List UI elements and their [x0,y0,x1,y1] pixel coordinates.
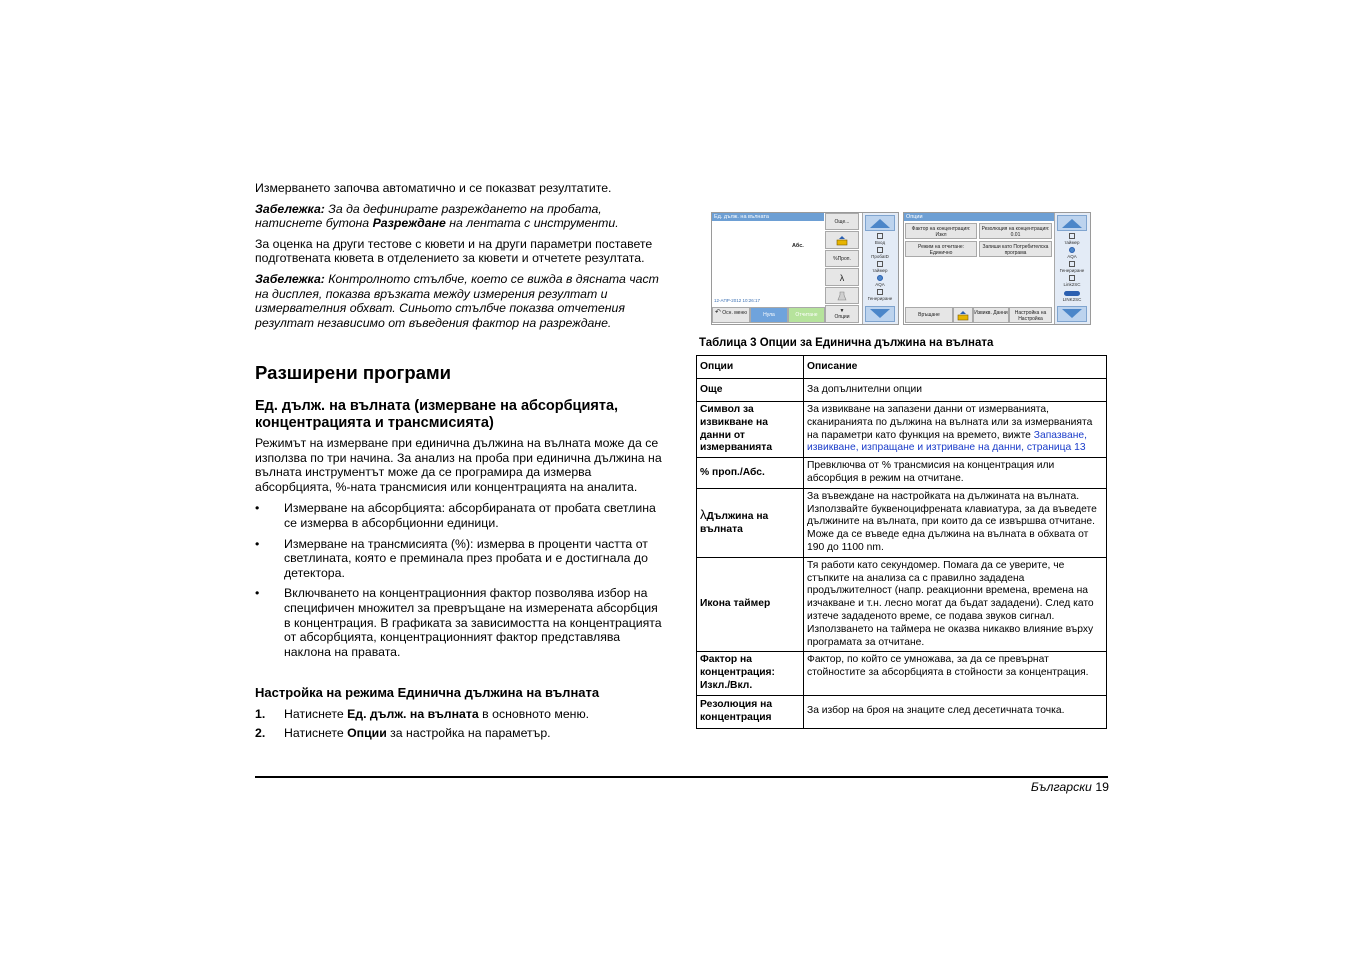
side-item-label: AQA [875,282,885,287]
side-item-generate[interactable] [1057,261,1087,273]
step-item [255,726,665,741]
side-item-timer[interactable] [865,261,895,273]
list-item-text: Включването на концентрационния фактор позволява избор на специфичен множител за превръщане на измерената абсорбция в концентрация. В графиката за зависимостта на концентрацията от абсорбцията, концентрационният фактор представлява наклона на правата. [284,586,662,659]
timestamp: 12-АПР-2012 10:26:17 [714,298,760,303]
key-text: Дължина на вълната [700,510,769,535]
timer-icon [1069,233,1075,239]
side-item-label: LINK2SC [1062,297,1082,302]
up-arrow-icon [866,216,894,230]
screen-title-bar: Опции [904,213,1054,221]
back-arrow-icon: ↶ [715,309,721,316]
table-value-cell: Фактор, по който се умножава, за да се превърнат стойностите за абсорбцията в стойности за концентрация. [804,652,1107,695]
note-text: За да дефинирате разреждането на пробата, натиснете бутона [255,201,602,231]
down-arrow-icon [1058,307,1086,321]
table-key-cell: Символ за извикване на данни от измерванията [697,402,804,458]
footer-language: Български [1030,780,1092,794]
step-item [255,707,665,722]
table-row [697,695,1107,728]
link2sc-logo-icon [1064,291,1080,296]
step-text: Натиснете [284,707,348,721]
table-row [697,652,1107,695]
send-data-button[interactable] [953,307,973,323]
graph-icon [877,289,883,295]
side-item-label: таймер [1064,240,1080,245]
side-item-label: Генериране [867,296,893,301]
reading-mode-button[interactable]: Режим на отчитане: Единично [905,241,977,257]
link2sc-icon [1069,275,1075,281]
sample-id-icon [877,247,883,253]
device-screen-measurement [711,212,899,325]
aqa-icon [1069,247,1075,253]
table-value-cell: За допълнителни опции [804,379,1107,402]
side-item-generate[interactable] [865,289,895,301]
paragraph-other-tests: За оценка на други тестове с кювети и на други параметри поставете подготвената кювета в отделението за кювети и отчетете резултата. [255,236,653,266]
device-screen-options [903,212,1091,325]
options-arrow-icon: ▼ [839,308,845,314]
side-item-input[interactable] [865,233,895,245]
cross-reference-link[interactable]: Запазване, извикване, изпращане и изтриване на данни, страница 13 [807,429,1087,454]
table-value-cell: Превключва от % трансмисия на концентрация или абсорбция в режим на отчитане. [804,458,1107,489]
note-text-end: на лентата с инструменти. [445,216,619,231]
down-arrow-icon [866,307,894,321]
note-control-bar [255,272,665,330]
read-button[interactable]: Отчитане [788,307,825,323]
table-key-cell: Фактор на концентрация: Изкл./Вкл. [697,652,804,695]
table-row [697,458,1107,489]
table-row [697,557,1107,652]
mode-list [255,501,665,659]
lambda-symbol: λ [700,506,707,522]
table-key-cell [697,488,804,557]
setup-heading: Настройка на режима Единична дължина на вълната [255,685,600,700]
table-key-cell: % проп./Абс. [697,458,804,489]
scroll-up-button[interactable] [865,215,895,231]
step-text-end: в основното меню. [478,707,590,721]
scroll-down-button[interactable] [1057,306,1087,322]
bullet: • [255,501,260,516]
send-data-button[interactable] [825,231,859,249]
scroll-down-button[interactable] [865,306,895,322]
wavelength-button[interactable]: λ [825,268,859,286]
bullet: • [255,536,260,551]
step-number: 2. [255,725,266,740]
table-key-cell: Резолюция на концентрация [697,695,804,728]
list-item [255,586,665,659]
options-table-wrapper [696,355,1107,729]
bullet: • [255,586,260,601]
table-header-cell: Опции [697,356,804,379]
table-header-row [697,356,1107,379]
zero-button[interactable]: Нула [750,307,788,323]
options-table [696,355,1107,729]
mode-description [255,436,665,665]
side-item-timer[interactable] [1057,233,1087,245]
screen-title-bar: Ед. дълж. на вълната [712,213,824,221]
concentration-resolution-button[interactable]: Резолюция на концентрация: 0.01 [979,223,1052,239]
table-row [697,379,1107,402]
setup-button[interactable]: Настройка на Настройка [1009,307,1052,323]
table-value-cell: За избор на броя на знаците след десетичната точка. [804,695,1107,728]
table-value-cell [804,402,1107,458]
timer-icon [877,261,883,267]
list-item [255,501,665,530]
footer-rule [255,776,1108,778]
table-value-cell: Тя работи като секундомер. Помага да се уверите, че стъпките на анализа са с правилно зададена продължителност (напр. реакционни времена, времена на изчакване и т.н. лесно могат да бъдат зададени). След като изтече зададеното време, се подава звуков сигнал. Използването на таймера не оказва никакво влияние върху програмата за отчитане. [804,557,1107,652]
list-item [255,537,665,581]
left-column [255,181,665,330]
paragraph-modes: Режимът на измерване при единична дължина на вълната може да се използва по три начина. За анализ на проба при единична дължина на вълната инструментът може да се програмира да измерва абсорбцията, %-ната трансмисия или концентрацията на аналита. [255,436,662,494]
options-label: Опции [834,314,850,320]
side-item-label: Генериране [1059,268,1085,273]
up-arrow-icon [1058,216,1086,230]
table-value-cell: За въвеждане на настройката на дължината на вълната. Използвайте буквеноцифрената клавиатура, за да въведете дължините на вълната, при които да се извършва отчитане. Може да се въведе една дължина на вълната в обхвата от 190 до 1100 nm. [804,488,1107,557]
step-bold: Ед. дълж. на вълната [347,707,479,721]
note-dilution [255,202,665,231]
table-header-cell: Описание [804,356,1107,379]
side-item-link2sc[interactable] [1057,275,1087,287]
table-caption: Таблица 3 Опции за Единична дължина на вълната [699,337,994,349]
recall-data-button[interactable]: Извикв. Данни [973,307,1009,323]
page-number: 19 [1095,780,1109,794]
side-item-aqa[interactable] [865,275,895,287]
side-item-aqa[interactable] [1057,247,1087,259]
note-bold: Разреждане [372,216,446,231]
note-label: Забележка: [255,271,325,286]
aqa-icon [877,275,883,281]
step-bold: Опции [347,725,387,740]
side-item-sample-id[interactable] [865,247,895,259]
step-text-end: за настройка на параметър. [386,725,551,740]
table-key-cell: Още [697,379,804,402]
side-item-label: AQA [1067,254,1077,259]
dilution-icon [837,291,847,301]
side-item-link2sc-logo[interactable] [1057,291,1087,302]
absorbance-label: Абс. [792,243,804,249]
setup-steps [255,707,665,744]
concentration-factor-button[interactable]: Фактор на концентрация: Изкл [905,223,977,239]
side-item-label: Link2SC [1063,282,1081,287]
save-user-program-button[interactable]: Запиши като Потребителска програма [979,241,1052,257]
list-item-text: Измерване на абсорбцията: абсорбираната от пробата светлина се измерва в абсорбционни единици. [284,501,656,530]
subsection-heading: Ед. дълж. на вълната (измерване на абсорбцията, концентрацията и трансмисията) [255,398,619,431]
step-number: 1. [255,707,266,721]
return-button[interactable]: Връщане [905,307,953,323]
paragraph-measurement-start: Измерването започва автоматично и се показват резултатите. [255,181,612,195]
value-text: За извикване на запазени данни от измерванията, сканиранията по дължина на вълната или за измерванията на параметри като функция на времето, вижте [807,404,1093,441]
side-item-label: Вход [874,240,886,245]
more-button[interactable]: Още... [825,213,859,230]
note-label: Забележка: [255,201,325,216]
table-key-cell: Икона таймер [697,557,804,652]
graph-icon [1069,261,1075,267]
send-data-icon [957,311,969,321]
send-data-icon [836,236,848,246]
main-menu-label: Осн. меню [722,310,747,316]
table-row [697,488,1107,557]
input-icon [877,233,883,239]
side-item-label: таймер [872,268,888,273]
list-item-text: Измерване на трансмисията (%): измерва в проценти частта от светлината, която е преминала през пробата и е достигнала до детектора. [284,536,648,580]
section-heading: Разширени програми [255,362,452,383]
table-row [697,402,1107,458]
percent-transmission-button[interactable]: %Проп. [825,250,859,267]
page-footer [1000,780,1109,794]
note-text: Контролното стълбче, което се вижда в дясната част на дисплея, показва връзката между измерения резултат и измервателния обхват. Синьото стълбче показва отчетения резултат независимо от въведения фактор на разреждане. [255,271,659,330]
side-item-label: ПробаID [871,254,889,259]
step-text: Натиснете [284,725,348,740]
scroll-up-button[interactable] [1057,215,1087,231]
dilution-button[interactable] [825,287,859,304]
options-button[interactable] [825,305,859,323]
main-menu-button[interactable] [712,307,750,323]
